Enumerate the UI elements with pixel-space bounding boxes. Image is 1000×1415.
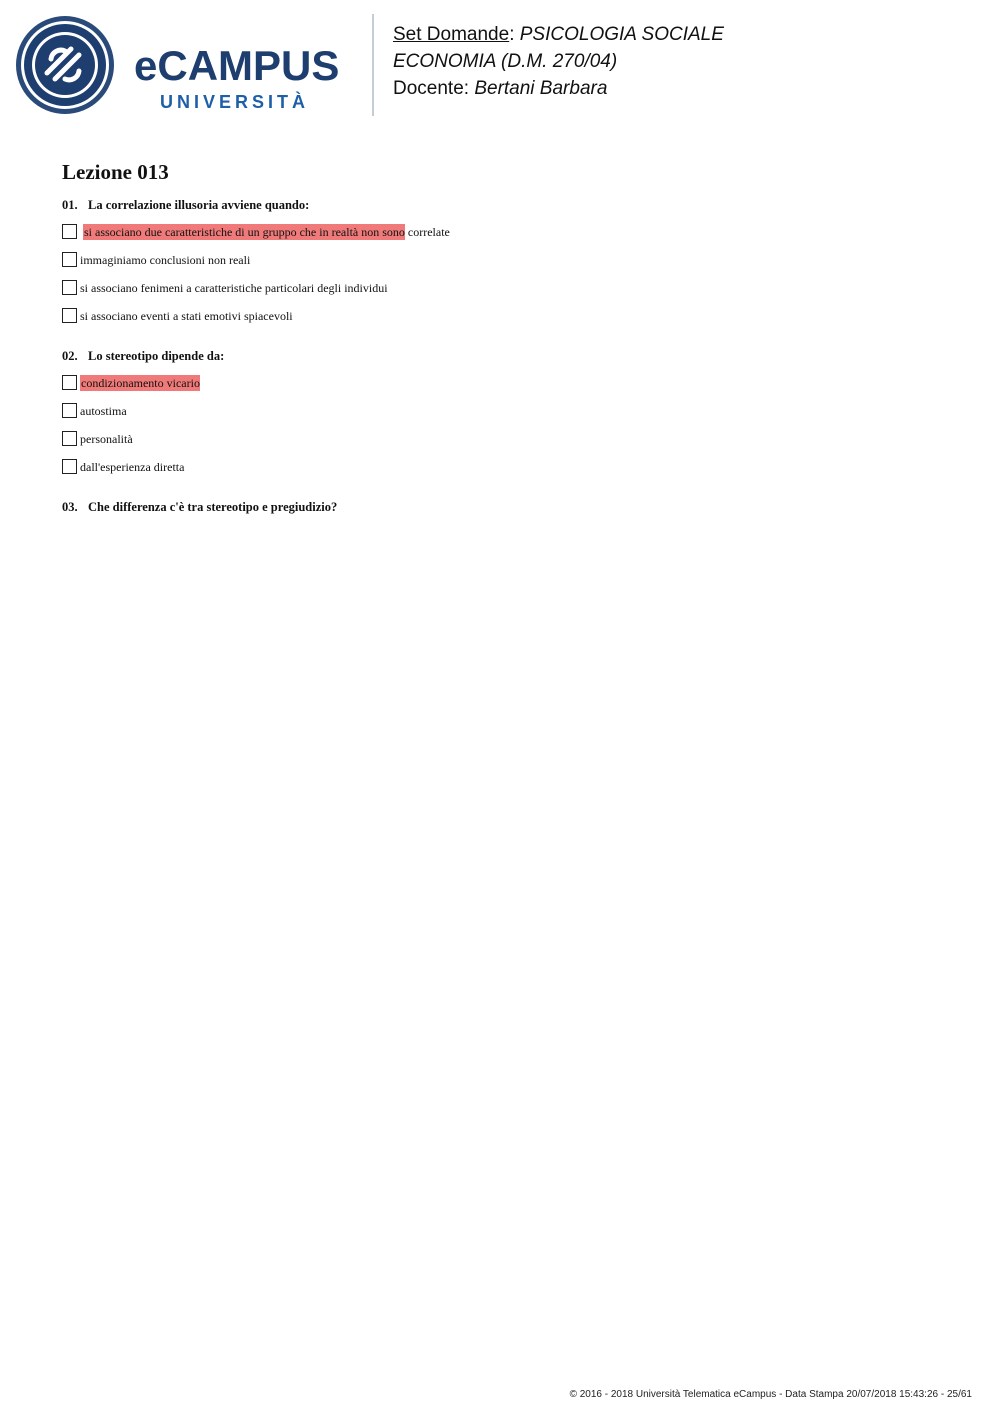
course-info (393, 21, 983, 102)
question-01 (62, 198, 309, 213)
option-text: immaginiamo conclusioni non reali (80, 253, 251, 267)
question-02 (62, 349, 224, 364)
answer-checkbox[interactable] (62, 375, 77, 390)
course-line-1: Set Domande: PSICOLOGIA SOCIALE (393, 24, 724, 45)
option-text: si associano eventi a stati emotivi spiacevoli (80, 309, 293, 323)
course-name-1: PSICOLOGIA SOCIALE (519, 24, 724, 45)
course-name-2: ECONOMIA (D.M. 270/04) (393, 51, 618, 72)
answer-checkbox[interactable] (62, 252, 77, 267)
option-text (80, 375, 200, 391)
lesson-title: Lezione 013 (62, 160, 169, 184)
docente-line (393, 75, 983, 102)
question-03 (62, 500, 337, 515)
question-text: Lo stereotipo dipende da: (88, 349, 225, 363)
header-divider (372, 14, 374, 116)
ecampus-wordmark-logo (134, 44, 356, 112)
highlighted-answer: condizionamento vicario (81, 376, 200, 390)
docente-label: Docente: (393, 78, 470, 99)
logo-brand-text: eCAMPUS (134, 44, 340, 89)
answer-checkbox[interactable] (62, 403, 77, 418)
answer-checkbox[interactable] (62, 308, 77, 323)
set-domande-label: Set Domande (393, 24, 510, 45)
answer-checkbox[interactable] (62, 431, 77, 446)
course-line-2 (393, 48, 983, 75)
question-number: 02. (62, 349, 78, 363)
question-number: 03. (62, 500, 78, 514)
answer-checkbox[interactable] (62, 224, 77, 239)
option-text: dall'esperienza diretta (80, 460, 185, 474)
option-text: si associano fenimeni a caratteristiche particolari degli individui (80, 281, 388, 295)
question-number: 01. (62, 198, 78, 212)
answer-checkbox[interactable] (62, 280, 77, 295)
question-text: Che differenza c'è tra stereotipo e pregiudizio? (88, 500, 338, 514)
option-text: personalità (80, 432, 133, 446)
option-text (80, 224, 450, 240)
option-text: autostima (80, 404, 127, 418)
option-text-tail: correlate (404, 225, 450, 239)
logo-sub-text: UNIVERSITÀ (160, 92, 310, 112)
highlighted-answer: si associano due caratteristiche di un gruppo che in realtà non sono (84, 225, 405, 239)
page-header (0, 0, 1000, 130)
ecampus-seal-logo (15, 15, 115, 115)
question-text: La correlazione illusoria avviene quando: (88, 198, 310, 212)
answer-checkbox[interactable] (62, 459, 77, 474)
page-footer: © 2016 - 2018 Università Telematica eCampus - Data Stampa 20/07/2018 15:43:26 - 25/61 (569, 1389, 972, 1400)
docente-name: Bertani Barbara (474, 78, 608, 99)
